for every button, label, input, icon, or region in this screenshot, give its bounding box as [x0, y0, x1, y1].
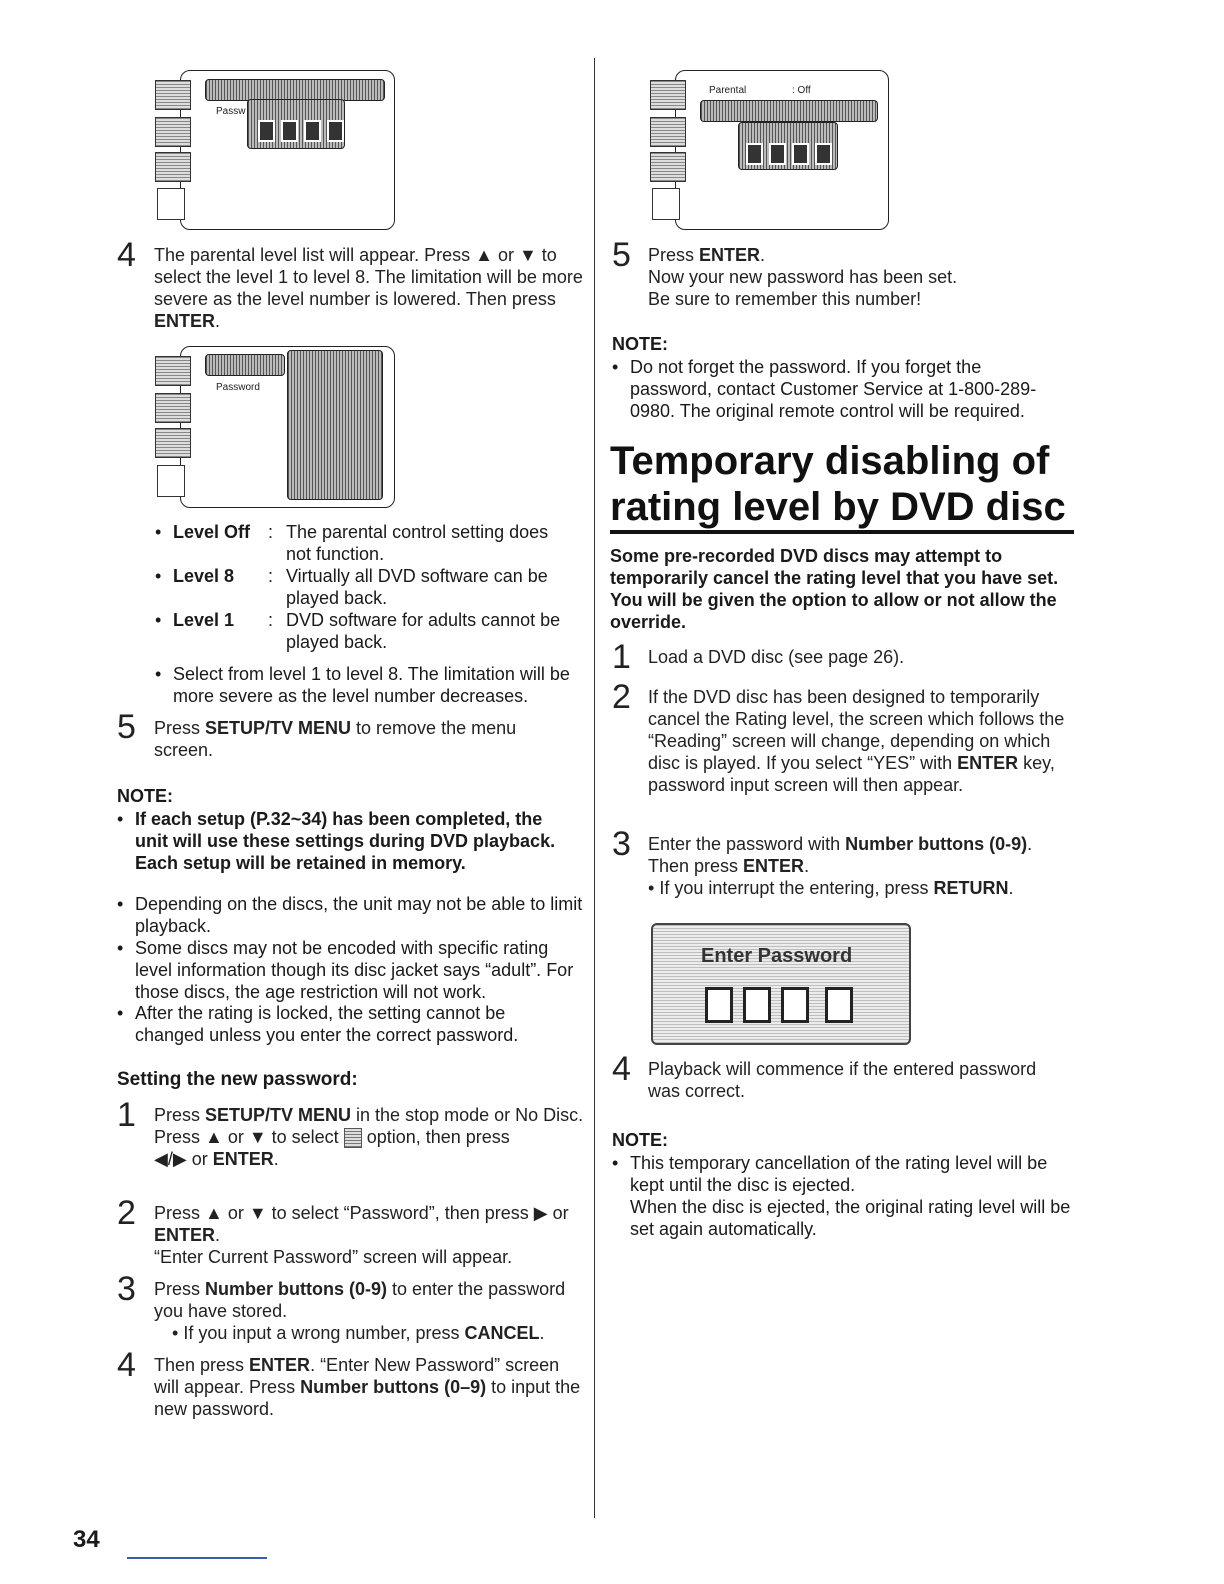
new-pw-step-3: Press Number buttons (0-9) to enter the password you have stored. • If you input a wrong number, press CANCEL. [154, 1279, 566, 1343]
step-number: 3 [612, 825, 631, 863]
step-number: 3 [117, 1270, 136, 1308]
step-number: 4 [117, 236, 136, 274]
lock-icon [157, 188, 185, 220]
section-intro: Some pre-recorded DVD discs may attempt to temporarily cancel the rating level that you have set. You will be given the option to allow or not allow the override. [610, 546, 1059, 632]
osd-password-label: Passw [216, 106, 246, 117]
audio-icon [650, 152, 686, 182]
step-number: 1 [117, 1096, 136, 1134]
disc-step-4: Playback will commence if the entered password was correct. [648, 1059, 1037, 1101]
step-number: 2 [117, 1194, 136, 1232]
rating-icon [650, 80, 686, 110]
step-5-enter-text: Press ENTER. Now your new password has been set. Be sure to remember this number! [648, 245, 958, 309]
step-number: 4 [612, 1050, 631, 1088]
disc-step-2: If the DVD disc has been designed to temporarily cancel the Rating level, the screen which follows the “Reading” screen will change, depending on which disc is played. If you select “YES” with ENTER key, password input screen will then appear. [648, 687, 1065, 795]
picture-icon [650, 117, 686, 147]
step-5-text: Press SETUP/TV MENU to remove the menu screen. [154, 718, 517, 760]
enter-password-title: Enter Password [701, 945, 853, 967]
audio-icon [155, 428, 191, 458]
osd-parental-label: Parental [709, 85, 747, 96]
section-subheading: Setting the new password: [117, 1069, 358, 1090]
picture-icon [155, 117, 191, 147]
osd-password-label: Password [216, 382, 260, 393]
audio-icon [155, 152, 191, 182]
step-number: 1 [612, 638, 631, 676]
column-divider [594, 58, 595, 1518]
password-digit-box [743, 987, 771, 1023]
note-heading: NOTE: [117, 786, 173, 806]
rating-icon [155, 356, 191, 386]
password-digit-box [705, 987, 733, 1023]
disc-step-1: Load a DVD disc (see page 26). [648, 647, 905, 667]
step-number: 5 [612, 236, 631, 274]
password-digit-box [781, 987, 809, 1023]
note-heading: NOTE: [612, 1130, 668, 1150]
step-number: 4 [117, 1346, 136, 1384]
enter-password-screen [651, 923, 911, 1045]
disc-step-3: Enter the password with Number buttons (0-9). Then press ENTER. • If you interrupt the entering, press RETURN. [648, 834, 1033, 898]
heading-rule [610, 530, 1074, 534]
note-heading: NOTE: [612, 334, 668, 354]
step-4-text: The parental level list will appear. Press ▲ or ▼ to select the level 1 to level 8. The limitation will be more severe as the level number is lowered. Then press ENTER. [154, 245, 583, 331]
footer-rule [127, 1557, 267, 1559]
lock-icon [157, 465, 185, 497]
new-pw-step-1: Press SETUP/TV MENU in the stop mode or No Disc. Press ▲ or ▼ to select option, then press ◀/▶ or ENTER. [154, 1105, 584, 1170]
step-number: 5 [117, 708, 136, 746]
lock-icon [344, 1128, 362, 1148]
rating-icon [155, 80, 191, 110]
new-pw-step-2: Press ▲ or ▼ to select “Password”, then press ▶ or ENTER. “Enter Current Password” screen will appear. [154, 1203, 569, 1267]
section-heading: Temporary disabling of rating level by DVD disc [610, 439, 1066, 529]
step-number: 2 [612, 678, 631, 716]
page-number: 34 [73, 1526, 100, 1553]
osd-parental-value: : Off [792, 85, 811, 96]
lock-icon [652, 188, 680, 220]
new-pw-step-4: Then press ENTER. “Enter New Password” screen will appear. Press Number buttons (0–9) to input the new password. [154, 1355, 581, 1419]
picture-icon [155, 393, 191, 423]
password-digit-box [825, 987, 853, 1023]
